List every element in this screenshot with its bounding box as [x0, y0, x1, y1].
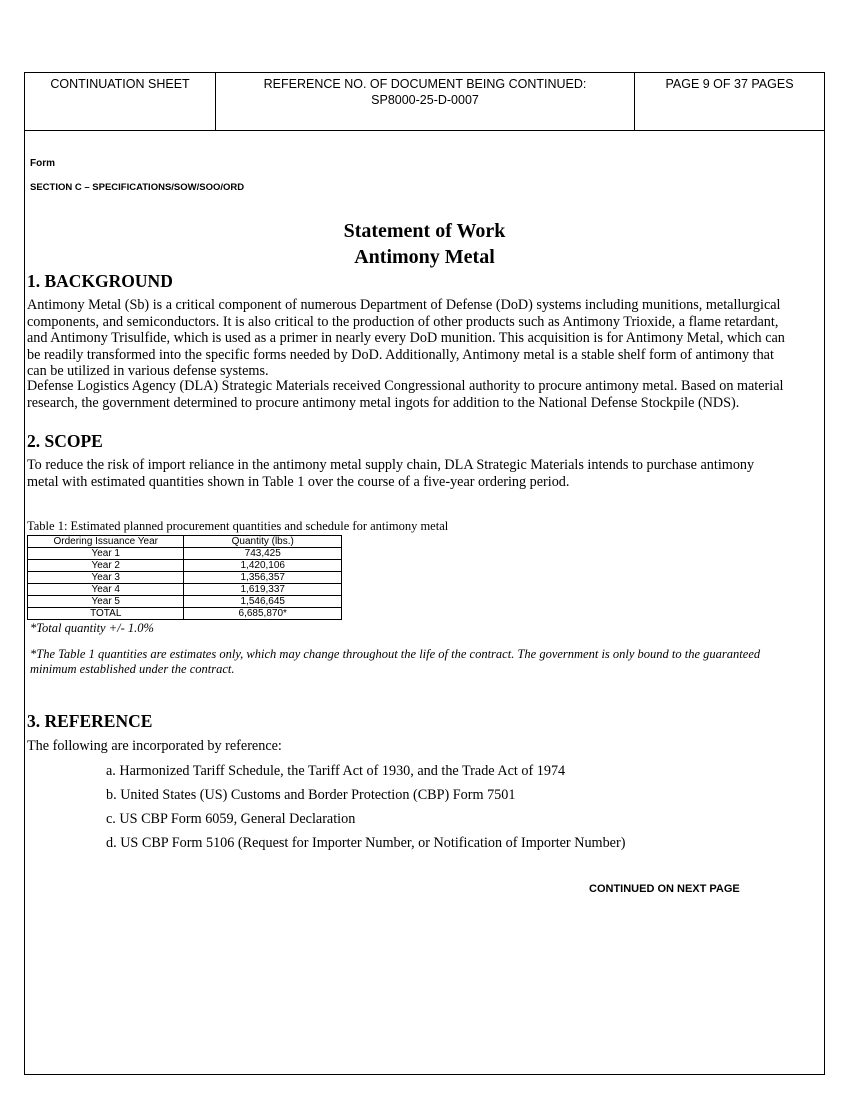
header-reference-label: REFERENCE NO. OF DOCUMENT BEING CONTINUED:	[263, 77, 587, 91]
scope-text: To reduce the risk of import reliance in the antimony metal supply chain, DLA Strategic Materials intends to purchase antimony metal with estimated quantities shown in Table 1 over the course of a five-year ordering period.	[27, 457, 755, 490]
header-page-cell: PAGE 9 OF 37 PAGES	[665, 77, 794, 91]
header-continuation-cell: CONTINUATION SHEET	[25, 73, 216, 130]
document-subtitle: Antimony Metal	[354, 246, 495, 268]
column-header-quantity: Quantity (lbs.)	[184, 536, 342, 548]
table-row	[28, 548, 342, 560]
scope-heading: 2. SCOPE	[27, 431, 103, 451]
table-cell-year: Year 2	[28, 560, 184, 572]
background-paragraph-2	[27, 378, 787, 411]
table-cell-year: Year 3	[28, 572, 184, 584]
table-row	[28, 596, 342, 608]
reference-intro: The following are incorporated by reference:	[27, 738, 282, 754]
table-cell-year: Year 1	[28, 548, 184, 560]
table-caption: Table 1: Estimated planned procurement quantities and schedule for antimony metal	[27, 519, 449, 533]
reference-item-c: c. US CBP Form 6059, General Declaration	[106, 811, 356, 827]
table-cell-year: Year 5	[28, 596, 184, 608]
reference-item-b: b. United States (US) Customs and Border Protection (CBP) Form 7501	[106, 787, 516, 803]
scope-paragraph	[27, 457, 787, 490]
background-heading: 1. BACKGROUND	[27, 271, 173, 291]
table-row	[28, 560, 342, 572]
table-cell-quantity: 1,546,645	[184, 596, 342, 608]
table-cell-quantity: 1,420,106	[184, 560, 342, 572]
background-text-2: Defense Logistics Agency (DLA) Strategic Materials received Congressional authority to procure antimony metal. Based on material research, the government determined to procure antimony metal ingots for addition to the National Defense Stockpile (NDS).	[27, 378, 784, 411]
section-label: SECTION C – SPECIFICATIONS/SOW/SOO/ORD	[30, 182, 245, 193]
background-text-1: Antimony Metal (Sb) is a critical component of numerous Department of Defense (DoD) systems including munitions, metallurgical components, and semiconductors. It is also critical to the production of other products such as Antimony Trioxide, a flame retardant, and Antimony Trisulfide, which is used as a primer in nearly every DoD munition. This acquisition is for Antimony Metal, which can be readily transformed into the specific forms needed by DoD. Additionally, Antimony metal is a stable shelf form of antimony that can be utilized in various defense systems.	[27, 297, 785, 379]
total-tolerance-note: *Total quantity +/- 1.0%	[30, 621, 154, 635]
table-cell-quantity: 1,356,357	[184, 572, 342, 584]
header-table	[25, 73, 824, 131]
table-header-row	[28, 536, 342, 548]
table-row	[28, 584, 342, 596]
reference-item-a: a. Harmonized Tariff Schedule, the Tariff Act of 1930, and the Trade Act of 1974	[106, 763, 566, 779]
continuation-sheet	[24, 72, 825, 1075]
table-cell-quantity: 1,619,337	[184, 584, 342, 596]
estimate-disclaimer-note: *The Table 1 quantities are estimates only, which may change throughout the life of the contract. The government is only bound to the guaranteed minimum established under the contract.	[30, 647, 761, 676]
column-header-year: Ordering Issuance Year	[28, 536, 184, 548]
quantity-table	[27, 535, 342, 620]
table-cell-quantity: 743,425	[184, 548, 342, 560]
background-paragraph-1	[27, 297, 787, 380]
table-cell-total-label: TOTAL	[28, 608, 184, 620]
table-row	[28, 572, 342, 584]
continued-footer: CONTINUED ON NEXT PAGE	[589, 883, 740, 895]
document-title: Statement of Work	[343, 220, 506, 242]
table-cell-year: Year 4	[28, 584, 184, 596]
reference-item-d: d. US CBP Form 5106 (Request for Importer Number, or Notification of Importer Number)	[106, 835, 626, 851]
table-cell-total-quantity: 6,685,870*	[184, 608, 342, 620]
reference-heading: 3. REFERENCE	[27, 711, 153, 731]
header-document-number: SP8000-25-D-0007	[371, 93, 479, 107]
header-reference-cell	[216, 73, 635, 130]
table-total-row	[28, 608, 342, 620]
form-label: Form	[30, 158, 55, 169]
